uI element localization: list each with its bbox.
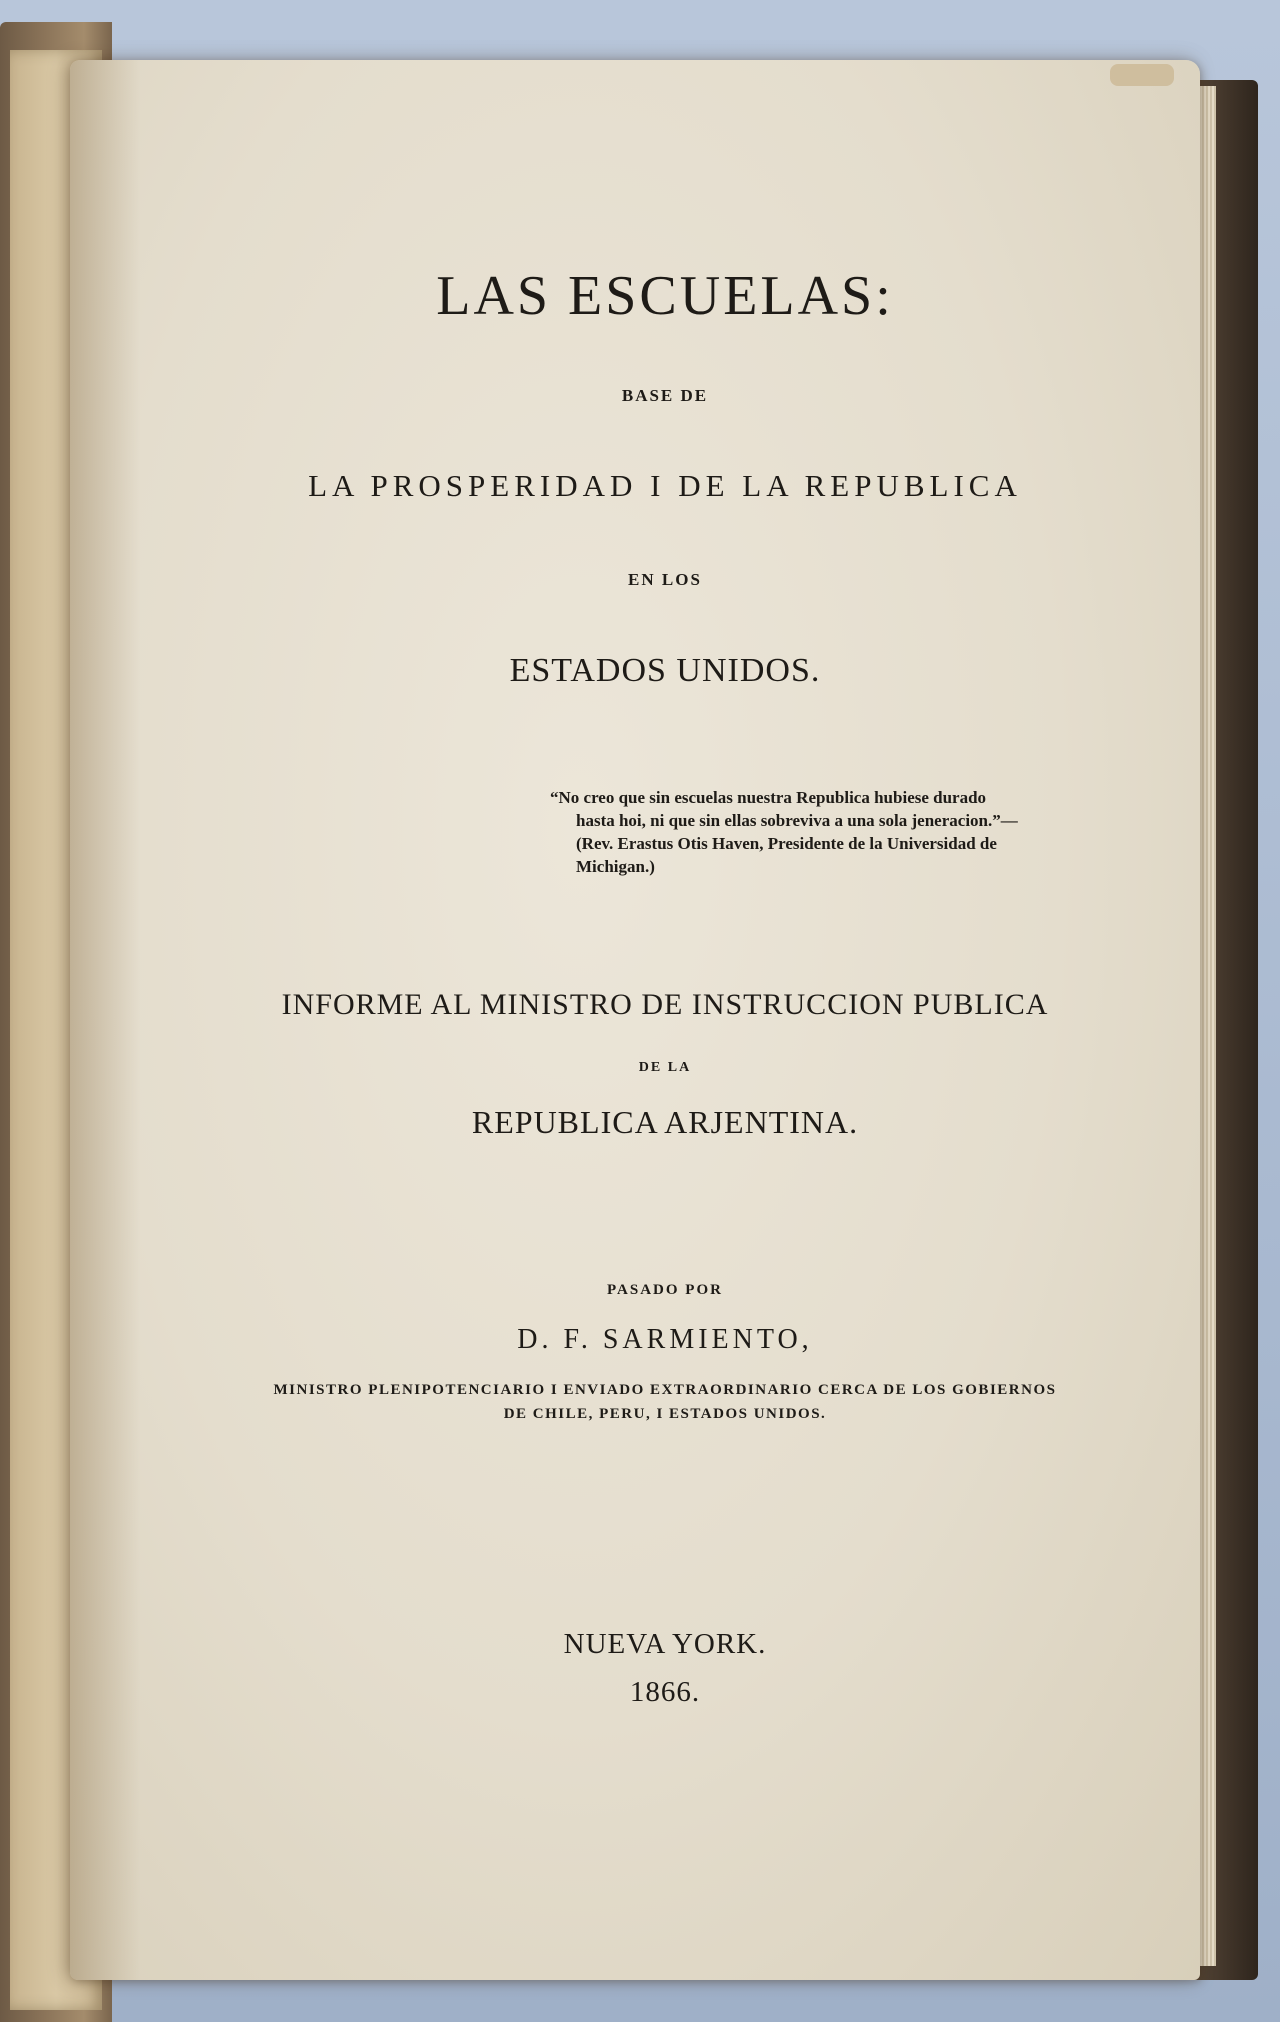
country-name: ESTADOS UNIDOS. [509,652,821,689]
author-name: D. F. SARMIENTO, [517,1324,813,1355]
publication-year: 1866. [629,1676,701,1708]
author-title-line-1: MINISTRO PLENIPOTENCIARIO I ENVIADO EXTRAORDINARIO CERCA DE LOS GOBIERNOS [273,1382,1057,1398]
paper-stain [1110,64,1174,86]
epigraph-rest: hasta hoi, ni que sin ellas sobreviva a una sola jeneracion.”—(Rev. Erastus Otis Haven, Presidente de la Universidad de Michigan.) [576,811,1018,876]
publication-place: NUEVA YORK. [563,1628,767,1660]
de-la-label: DE LA [638,1060,692,1075]
book-title: LAS ESCUELAS: [436,265,894,327]
report-heading: INFORME AL MINISTRO DE INSTRUCCION PUBLICA [281,988,1049,1021]
author-title-line-2: DE CHILE, PERU, I ESTADOS UNIDOS. [503,1406,827,1422]
book-subtitle: LA PROSPERIDAD I DE LA REPUBLICA [308,468,1022,503]
en-los-label: EN LOS [628,570,702,589]
epigraph-quote [550,786,1050,878]
republic-name: REPUBLICA ARJENTINA. [471,1104,859,1140]
pasado-por-label: PASADO POR [607,1282,723,1298]
epigraph-line-1: “No creo que sin escuelas nuestra Republica hubiese durado [550,788,987,807]
base-de-label: BASE DE [621,386,709,405]
